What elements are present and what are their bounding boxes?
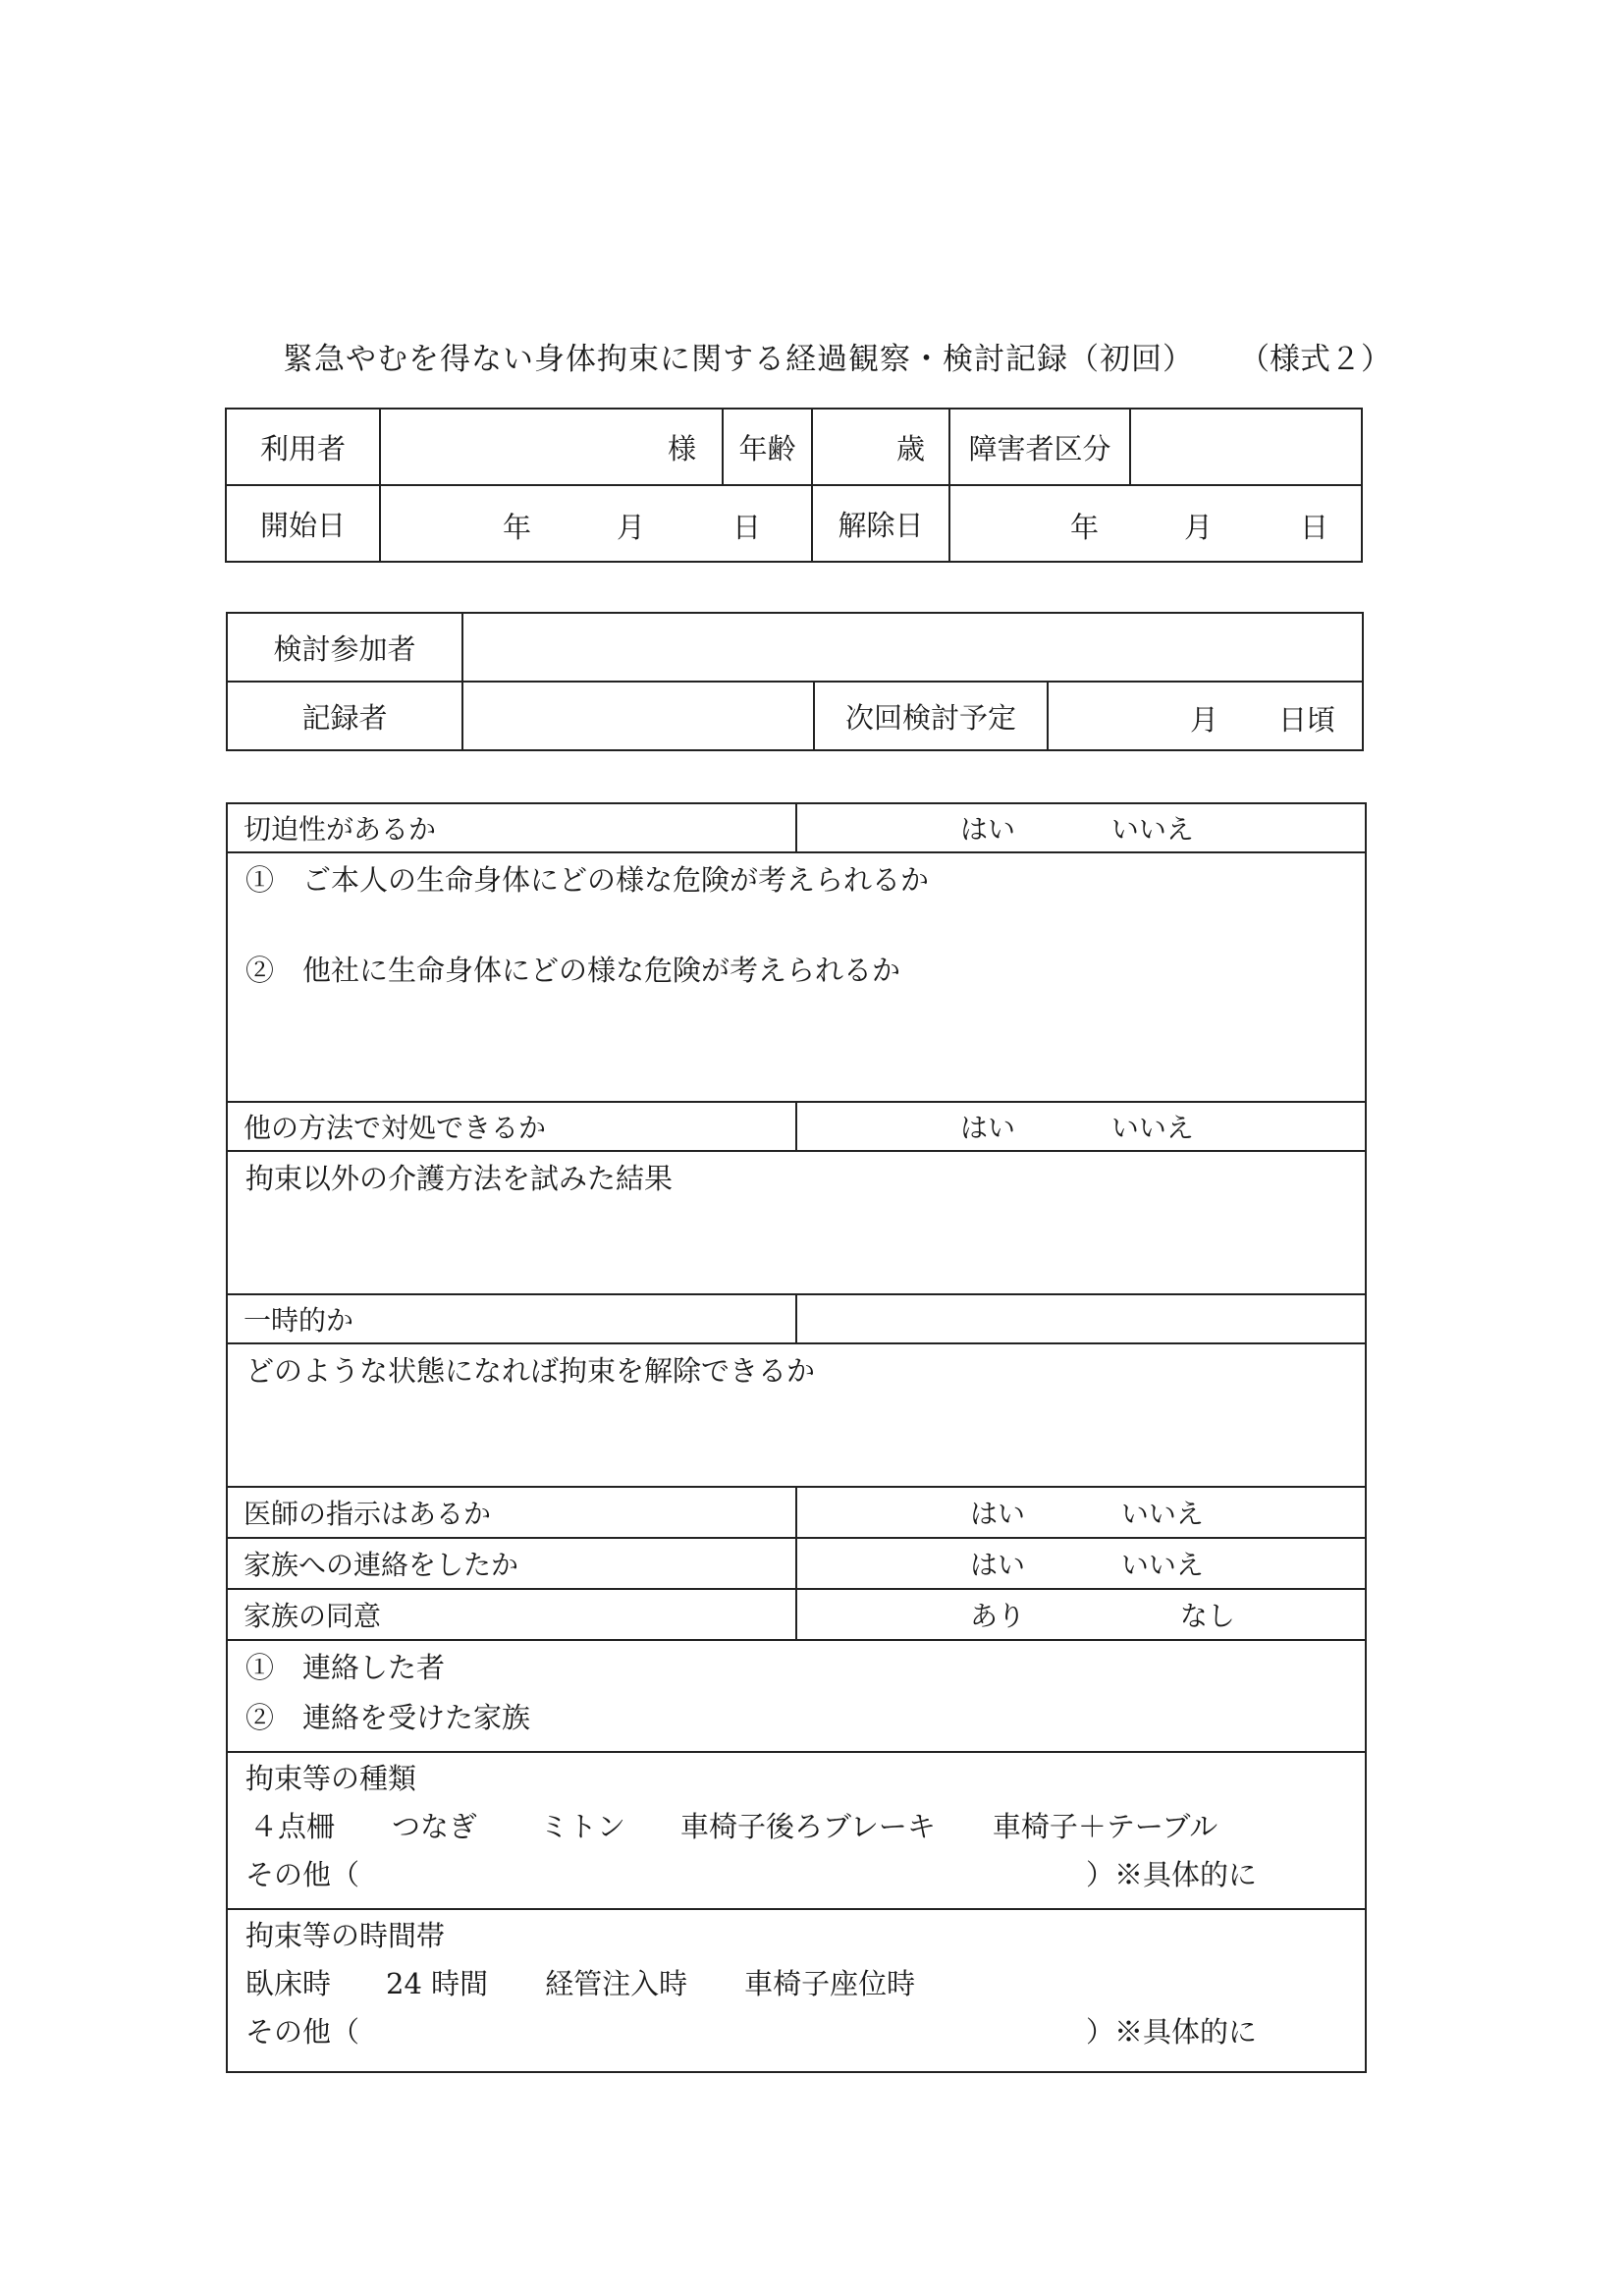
urgency-no[interactable]: いいえ [1110,813,1194,846]
recorder-field[interactable] [462,682,814,750]
user-label: 利用者 [226,409,380,485]
start-label: 開始日 [226,485,380,562]
checklist-table [226,802,1367,2073]
time-other-open: その他（ [245,2015,360,2050]
restraint-time-block[interactable] [227,1909,1366,2072]
contact-item-2: ② 連絡を受けた家族 [245,1700,531,1734]
urgency-choice[interactable] [796,803,1366,852]
urgency-question: 切迫性があるか [227,803,796,852]
family-consent-question: 家族の同意 [227,1589,796,1640]
next-review-field[interactable] [1048,682,1363,750]
alternative-detail[interactable] [227,1151,1366,1294]
temporary-question: 一時的か [227,1294,796,1343]
restraint-types-block[interactable] [227,1752,1366,1909]
urgency-detail[interactable] [227,852,1366,1102]
document-title: 緊急やむを得ない身体拘束に関する経過観察・検討記録（初回） [283,342,1194,377]
types-other-open: その他（ [245,1858,360,1892]
recorder-label: 記録者 [227,682,462,750]
start-month: 月 [617,511,646,544]
next-day: 日頃 [1278,703,1336,737]
time-wheelchair-seated[interactable]: 車椅子座位時 [744,1966,916,2000]
participants-field[interactable] [462,613,1363,682]
temporary-detail[interactable] [227,1343,1366,1487]
disability-field[interactable] [1130,409,1362,485]
family-contact-no[interactable]: いいえ [1120,1549,1204,1581]
doctor-yes[interactable]: はい [970,1498,1026,1530]
participants-label: 検討参加者 [227,613,462,682]
release-label: 解除日 [812,485,949,562]
doctor-choice[interactable] [796,1487,1366,1538]
release-day: 日 [1300,511,1329,544]
age-field[interactable] [812,409,949,485]
sai-label: 歳 [895,431,925,465]
alternative-yes[interactable]: はい [960,1112,1016,1144]
type-4-rail[interactable]: ４点柵 [249,1809,336,1843]
next-month: 月 [1190,703,1219,737]
start-date-field[interactable] [380,485,812,562]
restraint-time-label: 拘束等の時間帯 [245,1918,446,1952]
types-other-close: ）※具体的に [1086,1858,1258,1892]
types-other-line [245,1851,1347,1899]
alternative-question: 他の方法で対処できるか [227,1102,796,1151]
alternative-detail-label: 拘束以外の介護方法を試みた結果 [245,1162,674,1195]
release-year: 年 [1070,511,1100,544]
doctor-no[interactable]: いいえ [1120,1498,1204,1530]
family-consent-choice[interactable] [796,1589,1366,1640]
family-consent-ari[interactable]: あり [970,1600,1026,1632]
release-month: 月 [1184,511,1214,544]
urgency-item-1: ① ご本人の生命身体にどの様な危険が考えられるか [245,863,930,897]
family-consent-nashi[interactable]: なし [1179,1600,1235,1632]
type-mitten[interactable]: ミトン [540,1809,626,1843]
restraint-types-label: 拘束等の種類 [245,1761,417,1795]
type-wheelchair-table[interactable]: 車椅子＋テーブル [992,1809,1218,1843]
urgency-yes[interactable]: はい [960,813,1016,846]
family-contact-yes[interactable]: はい [970,1549,1026,1581]
release-date-field[interactable] [949,485,1362,562]
next-review-label: 次回検討予定 [814,682,1048,750]
disability-label: 障害者区分 [949,409,1130,485]
time-bedtime[interactable]: 臥床時 [245,1966,332,2000]
temporary-detail-label: どのような状態になれば拘束を解除できるか [245,1354,816,1388]
time-other-close: ）※具体的に [1086,2015,1258,2050]
family-contact-question: 家族への連絡をしたか [227,1538,796,1589]
restraint-types-options [245,1803,1347,1851]
time-tube-feeding[interactable]: 経管注入時 [545,1966,688,2000]
type-tsunagi[interactable]: つなぎ [392,1809,478,1843]
start-day: 日 [732,511,762,544]
form-number: （様式２） [1239,342,1391,377]
alternative-no[interactable]: いいえ [1110,1112,1194,1144]
type-wheelchair-brake[interactable]: 車椅子後ろブレーキ [680,1809,936,1843]
urgency-item-2: ② 他社に生命身体にどの様な危険が考えられるか [245,954,901,988]
start-year: 年 [503,511,532,544]
temporary-answer-field[interactable] [796,1294,1366,1343]
age-label: 年齢 [723,409,812,485]
restraint-time-options [245,1960,1347,2008]
contact-item-1: ① 連絡した者 [245,1651,446,1684]
time-other-line [245,2008,1347,2056]
basic-info-table [225,408,1363,563]
user-name-field[interactable] [380,409,723,485]
review-table [226,612,1364,751]
time-24h[interactable]: 24 時間 [386,1966,489,2000]
alternative-choice[interactable] [796,1102,1366,1151]
doctor-question: 医師の指示はあるか [227,1487,796,1538]
family-contact-choice[interactable] [796,1538,1366,1589]
contact-block[interactable] [227,1640,1366,1752]
sama-label: 様 [667,431,696,465]
